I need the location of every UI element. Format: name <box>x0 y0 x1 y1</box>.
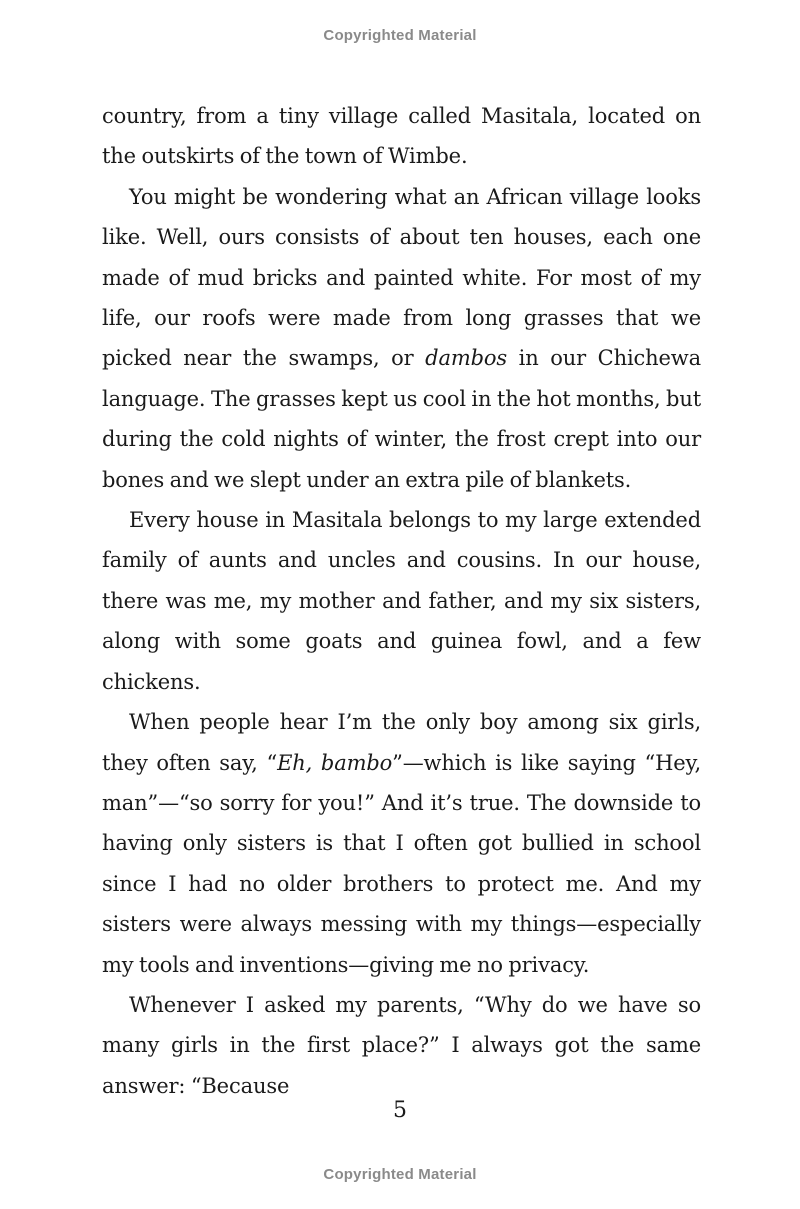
paragraph-4-text-a: When people hear I’m the only boy among six girls, they often say, “ <box>102 710 701 775</box>
copyright-watermark-bottom: Copyrighted Material <box>323 1166 477 1183</box>
paragraph-5-text: Whenever I asked my parents, “Why do we have so many girls in the first place?” I always got the same answer: “Because <box>102 992 701 1098</box>
paragraph-4-text-b: ”—which is like saying “Hey, man”—“so sorry for you!” And it’s true. The downside to having only sisters is that I often got bullied in school since I had no older brothers to protect me. And my sisters were always messing with my things—especially my tools and inventions—giving me no privacy. <box>102 750 701 977</box>
paragraph-3 <box>102 500 701 702</box>
paragraph-2-italic-dambos: dambos <box>425 346 508 371</box>
page-number: 5 <box>393 1098 407 1123</box>
copyright-watermark-top: Copyrighted Material <box>323 27 477 44</box>
paragraph-4 <box>102 702 701 985</box>
paragraph-1 <box>102 96 701 177</box>
paragraph-1-text: country, from a tiny village called Masitala, located on the outskirts of the town of Wimbe. <box>102 104 701 169</box>
paragraph-2-text-a: You might be wondering what an African village looks like. Well, ours consists of about ten houses, each one made of mud bricks and painted white. For most of my life, our roofs were made from long grasses that we picked near the swamps, or <box>102 184 701 371</box>
body-text <box>102 96 701 1106</box>
paragraph-3-text: Every house in Masitala belongs to my large extended family of aunts and uncles and cousins. In our house, there was me, my mother and father, and my six sisters, along with some goats and guinea fowl, and a few chickens. <box>102 508 701 694</box>
paragraph-2 <box>102 177 701 500</box>
paragraph-4-italic-eh-bambo: Eh, bambo <box>277 750 393 775</box>
paragraph-5 <box>102 985 701 1106</box>
paragraph-2-text-b: in our Chichewa language. The grasses kept us cool in the hot months, but during the cold nights of winter, the frost crept into our bones and we slept under an extra pile of blankets. <box>102 346 701 492</box>
